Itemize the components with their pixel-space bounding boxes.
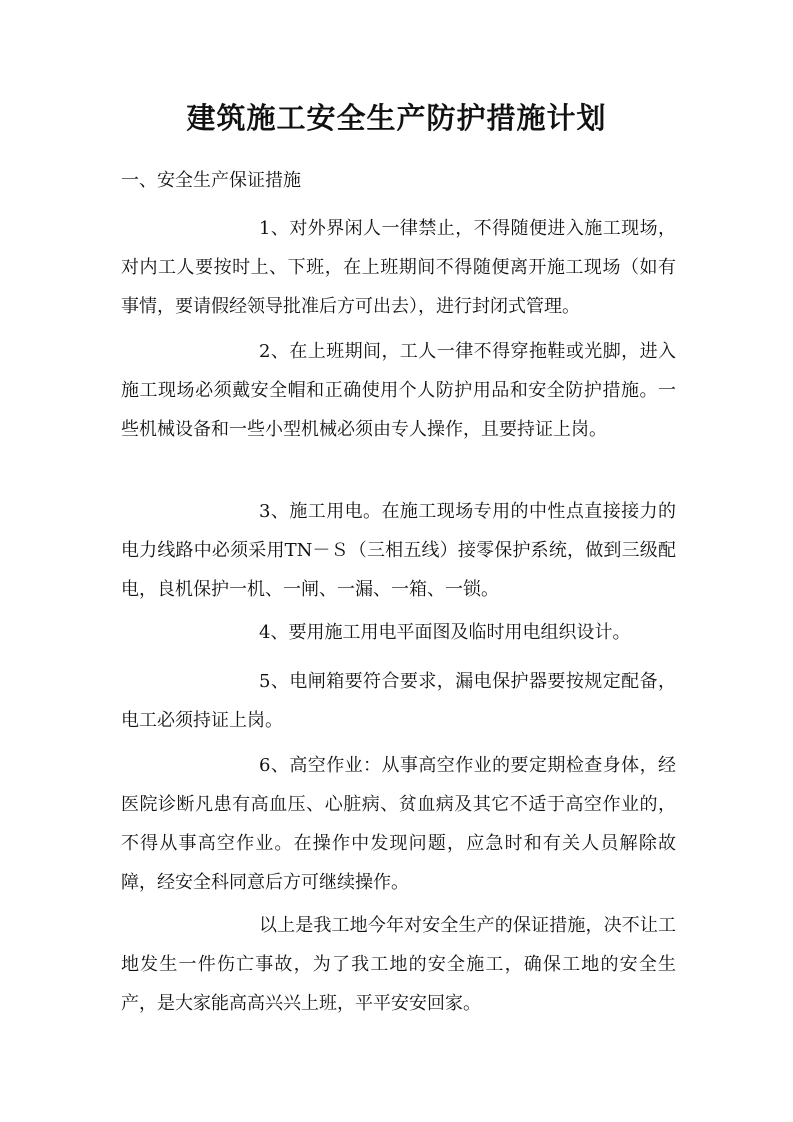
paragraph-4: 4、要用施工用电平面图及临时用电组织设计。: [259, 622, 631, 643]
section-heading: 一、安全生产保证措施: [121, 170, 301, 191]
paragraph-1: 1、对外界闲人一律禁止，不得随便进入施工现场，对内工人要按时上、下班，在上班期间不得随便离开施工现场（如有事情，要请假经领导批准后方可出去），进行封闭式管理。: [121, 218, 676, 317]
paragraph-2: 2、在上班期间，工人一律不得穿拖鞋或光脚，进入施工现场必须戴安全帽和正确使用个人防护用品和安全防护措施。一些机械设备和一些小型机械必须由专人操作，且要持证上岗。: [121, 341, 676, 440]
document-title: 建筑施工安全生产防护措施计划: [186, 101, 607, 135]
paragraph-5: 5、电闸箱要符合要求，漏电保护器要按规定配备，电工必须持证上岗。: [121, 671, 676, 731]
paragraph-conclusion: 以上是我工地今年对安全生产的保证措施，决不让工地发生一件伤亡事故，为了我工地的安全施工，确保工地的安全生产，是大家能高高兴兴上班，平平安安回家。: [121, 915, 676, 1014]
paragraph-6: 6、高空作业：从事高空作业的要定期检查身体，经医院诊断凡患有高血压、心脏病、贫血病及其它不适于高空作业的，不得从事高空作业。在操作中发现问题，应急时和有关人员解除故障，经安全科同意后方可继续操作。: [121, 755, 676, 893]
paragraph-3: 3、施工用电。在施工现场专用的中性点直接接力的电力线路中必须采用TN－Ｓ（三相五线）接零保护系统，做到三级配电，良机保护一机、一闸、一漏、一箱、一锁。: [121, 501, 676, 600]
